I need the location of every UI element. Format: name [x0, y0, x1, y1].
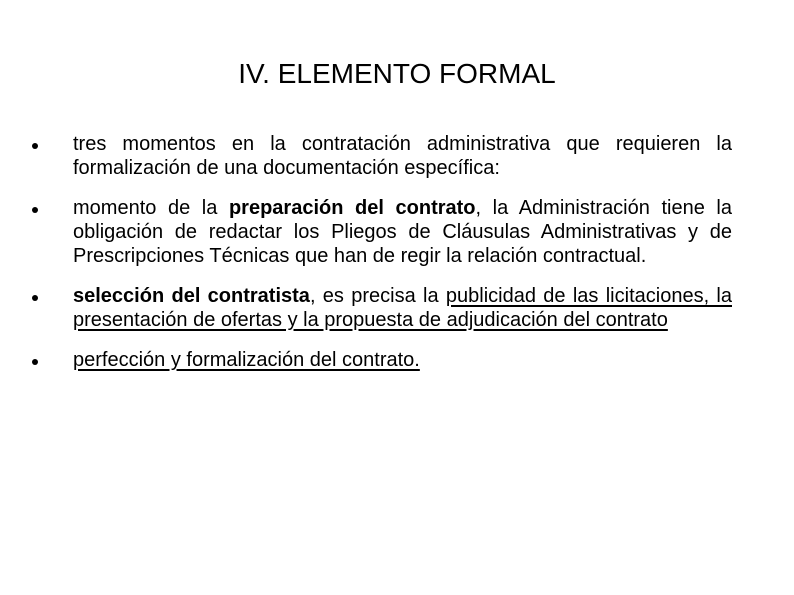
bullet-item-selection: [32, 284, 732, 332]
bullet-item-preparation: [32, 196, 732, 268]
bullet-text-bold: preparación del contrato: [228, 197, 476, 219]
bullet-text-underlined: publicidad de las licitaciones, la presentación de ofertas y la propuesta de adjudicación del contrato: [73, 285, 732, 331]
bullet-list: [32, 132, 732, 388]
bullet-text-mid: , es precisa la: [309, 285, 446, 307]
bullet-text-post: , la Administración tiene la obligación de redactar los Pliegos de Cláusulas Administrativas y de Prescripciones Técnicas que han de regir la relación contractual.: [73, 197, 732, 267]
bullet-dot-icon: [32, 359, 38, 365]
page-title: IV. ELEMENTO FORMAL: [238, 58, 556, 89]
bullet-text-bold: selección del contratista: [73, 285, 310, 307]
bullet-dot-icon: [32, 295, 38, 301]
bullet-text: tres momentos en la contratación administrativa que requieren la formalización de una documentación específica:: [73, 133, 732, 179]
bullet-text-underlined: perfección y formalización del contrato.: [73, 349, 420, 371]
bullet-dot-icon: [32, 143, 38, 149]
bullet-dot-icon: [32, 207, 38, 213]
bullet-item-three-moments: [32, 132, 732, 180]
bullet-text-pre: momento de la: [73, 197, 229, 219]
bullet-item-perfection: [32, 348, 732, 372]
